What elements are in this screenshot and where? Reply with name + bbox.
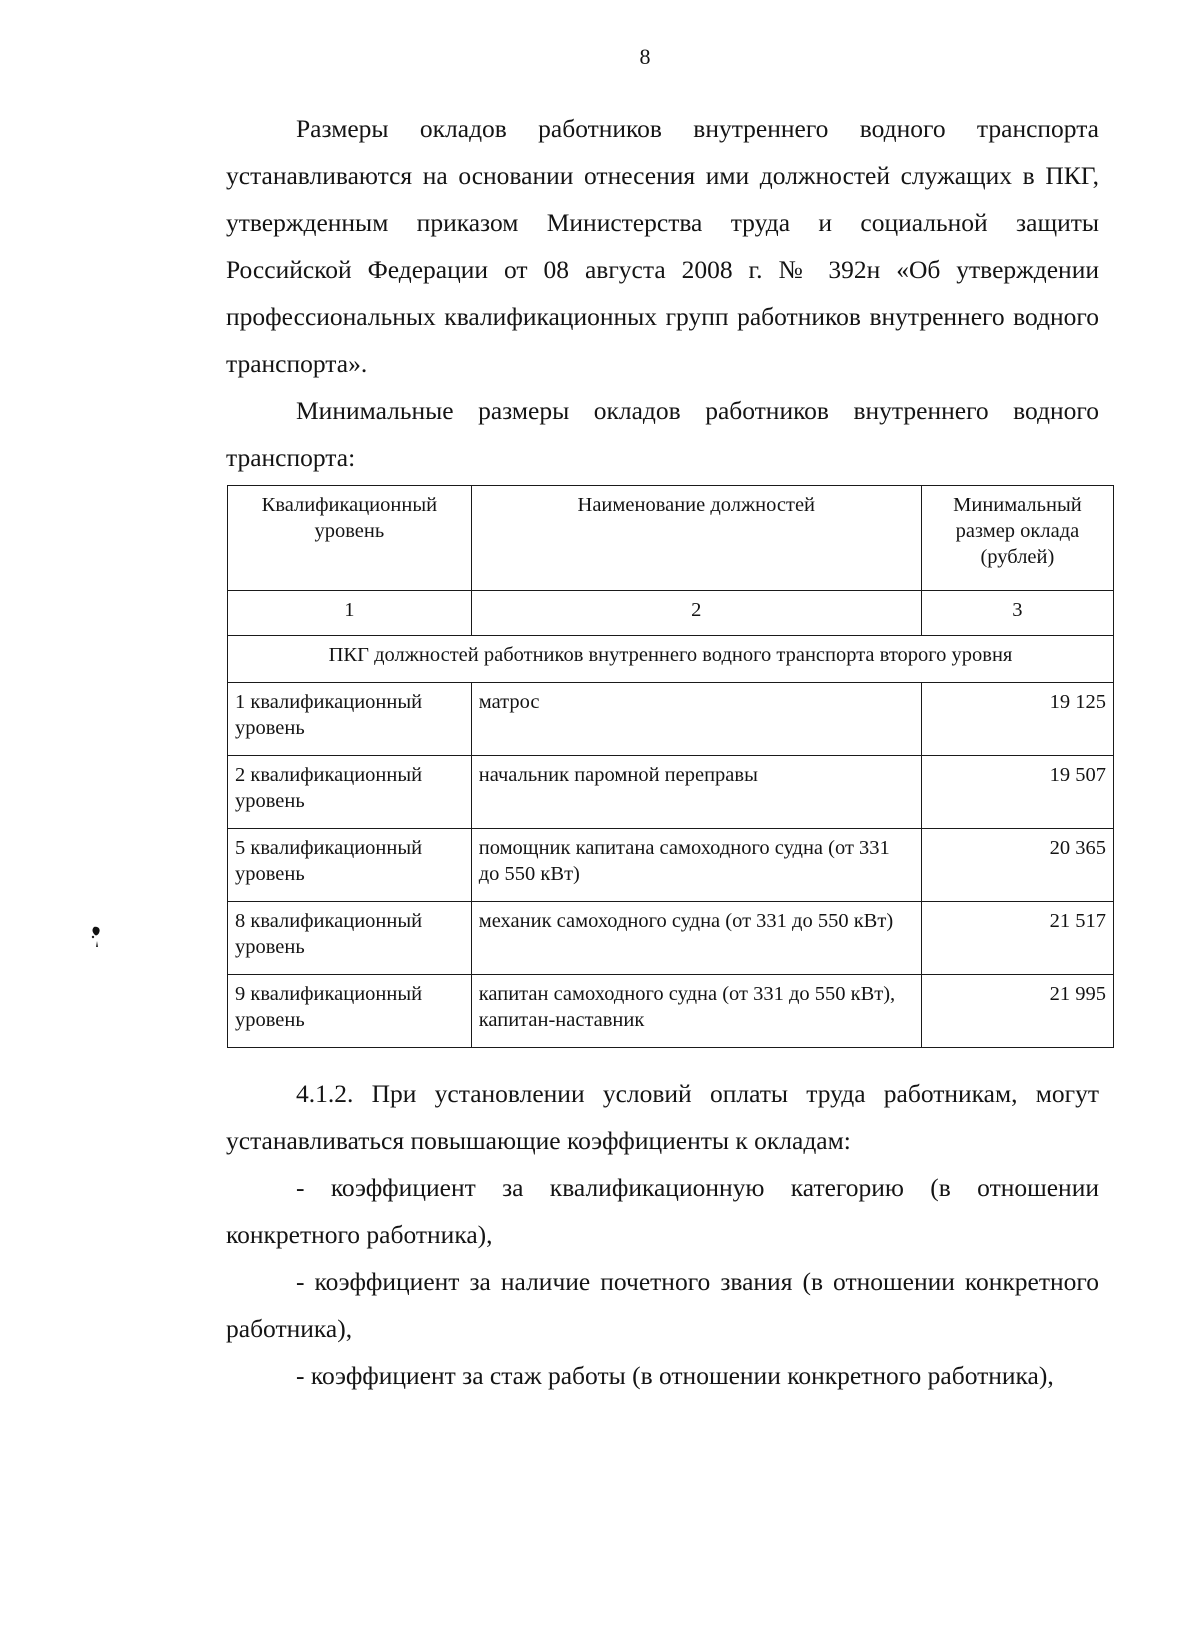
position-cell: механик самоходного судна (от 331 до 550 кВт) <box>471 902 921 975</box>
column-number: 3 <box>921 591 1113 636</box>
table-row <box>228 829 1114 902</box>
group-title: ПКГ должностей работников внутреннего водного транспорта второго уровня <box>228 636 1114 683</box>
column-number: 1 <box>228 591 472 636</box>
paragraph-salary-basis: Размеры окладов работников внутреннего водного транспорта устанавливаются на основании отнесения ими должностей служащих в ПКГ, утвержденным приказом Министерства труда и социальной защиты Российской Федерации от 08 августа 2008 г. № 392н «Об утверждении профессиональных квалификационных групп работников внутреннего водного транспорта». <box>226 114 1099 378</box>
coefficient-item: - коэффициент за квалификационную категорию (в отношении конкретного работника), <box>226 1173 1099 1249</box>
amount-cell: 21 517 <box>921 902 1113 975</box>
amount-cell: 19 507 <box>921 756 1113 829</box>
paragraph-min-salaries: Минимальные размеры окладов работников внутреннего водного транспорта: <box>226 396 1099 472</box>
coefficient-item: - коэффициент за наличие почетного звания (в отношении конкретного работника), <box>226 1267 1099 1343</box>
table-caption <box>226 387 1099 481</box>
column-number: 2 <box>471 591 921 636</box>
level-cell: 9 квалификационный уровень <box>228 975 472 1048</box>
header-qualification-level: Квалификационный уровень <box>228 486 472 591</box>
level-cell: 2 квалификационный уровень <box>228 756 472 829</box>
position-cell: начальник паромной переправы <box>471 756 921 829</box>
amount-cell: 21 995 <box>921 975 1113 1048</box>
level-cell: 8 квалификационный уровень <box>228 902 472 975</box>
salary-table <box>227 485 1114 1048</box>
paragraph-4-1-2: 4.1.2. При установлении условий оплаты труда работникам, могут устанавливаться повышающие коэффициенты к окладам: <box>226 1079 1099 1155</box>
level-cell: 5 квалификационный уровень <box>228 829 472 902</box>
group-row <box>228 636 1114 683</box>
header-min-salary: Минимальный размер оклада (рублей) <box>921 486 1113 591</box>
amount-cell: 20 365 <box>921 829 1113 902</box>
position-cell: капитан самоходного судна (от 331 до 550 кВт), капитан-наставник <box>471 975 921 1048</box>
table-row <box>228 902 1114 975</box>
page-number: 8 <box>639 44 651 69</box>
table-row <box>228 756 1114 829</box>
table-row <box>228 975 1114 1048</box>
header-position-name: Наименование должностей <box>471 486 921 591</box>
column-number-row <box>228 591 1114 636</box>
intro-paragraph <box>226 105 1099 387</box>
position-cell: помощник капитана самоходного судна (от 331 до 550 кВт) <box>471 829 921 902</box>
scan-speck-icon <box>90 926 102 948</box>
table-header-row <box>228 486 1114 591</box>
amount-cell: 19 125 <box>921 683 1113 756</box>
coefficient-item: - коэффициент за стаж работы (в отношении конкретного работника), <box>296 1361 1054 1390</box>
coefficients-section <box>226 1070 1099 1399</box>
level-cell: 1 квалификационный уровень <box>228 683 472 756</box>
position-cell: матрос <box>471 683 921 756</box>
table-row <box>228 683 1114 756</box>
